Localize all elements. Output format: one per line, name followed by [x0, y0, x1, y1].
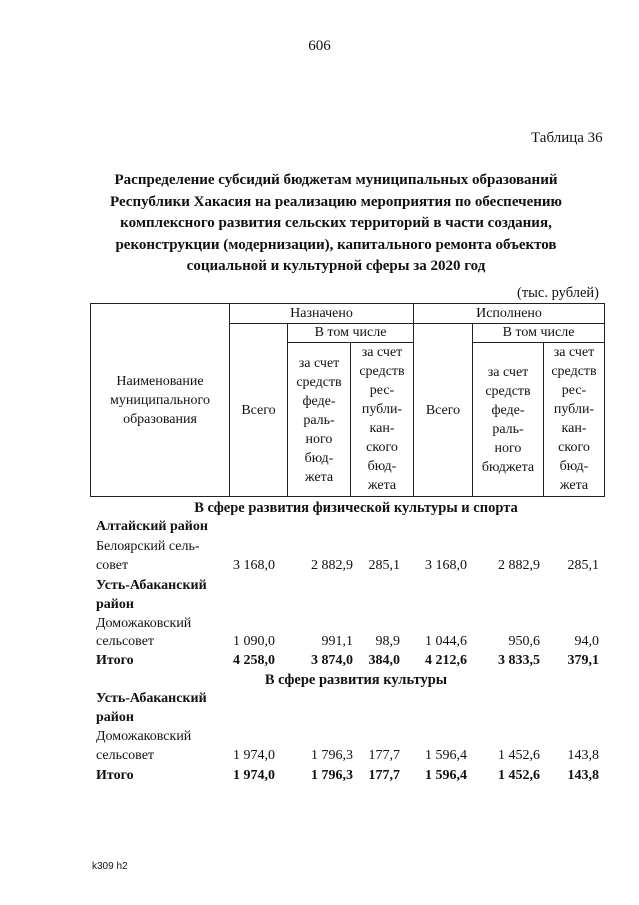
header-text: бюд-	[304, 451, 334, 466]
value-federal-executed: 3 833,5	[498, 653, 540, 668]
municipality-name: сельсовет	[96, 634, 155, 649]
municipality-row	[96, 537, 616, 557]
header-including-executed: В том числе	[502, 325, 575, 340]
header-text: бюд-	[559, 459, 589, 474]
header-text: за счет	[487, 365, 529, 380]
header-col-sep	[413, 303, 414, 497]
header-text: раль-	[492, 422, 524, 437]
district-name: Алтайский район	[96, 519, 208, 534]
value-federal-assigned: 991,1	[321, 634, 353, 649]
header-text: феде-	[302, 394, 336, 409]
header-border-bottom	[90, 496, 605, 497]
value-republic-executed: 285,1	[567, 558, 599, 573]
total-row	[96, 651, 616, 671]
table-label: Таблица 36	[531, 130, 603, 146]
title-line: социальной и культурной сферы за 2020 год	[186, 258, 486, 274]
header-text: рес-	[561, 383, 587, 398]
value-total-executed: 1 596,4	[425, 748, 467, 763]
district-row	[96, 517, 616, 537]
header-text: раль-	[303, 413, 335, 428]
section-heading: В сфере развития физической культуры и спорта	[194, 500, 518, 516]
value-federal-executed: 1 452,6	[498, 768, 540, 783]
header-text: за счет	[553, 345, 595, 360]
district-row	[96, 708, 616, 728]
municipality-name: Белоярский сель-	[96, 539, 200, 554]
table-row	[96, 632, 616, 652]
header-text: средств	[296, 375, 342, 390]
municipality-name: Доможаковский	[96, 729, 192, 744]
header-text: ного	[494, 441, 522, 456]
value-republic-assigned: 98,9	[375, 634, 400, 649]
header-col-sep	[229, 303, 230, 497]
header-assigned: Назначено	[290, 306, 353, 321]
municipality-name: Доможаковский	[96, 616, 192, 631]
header-border-right	[604, 303, 605, 497]
district-row	[96, 595, 616, 615]
header-text: ского	[366, 440, 398, 455]
header-text: образования	[123, 412, 197, 427]
value-republic-executed: 143,8	[567, 748, 599, 763]
value-federal-assigned: 1 796,3	[311, 748, 353, 763]
header-total-assigned: Всего	[241, 403, 276, 418]
header-text: жета	[559, 478, 589, 493]
district-name: Усть-Абаканский	[96, 691, 207, 706]
header-text: публи-	[361, 402, 403, 417]
header-name-column	[91, 372, 229, 429]
title-line: Республики Хакасия на реализацию мероприятия по обеспечению	[110, 193, 562, 210]
value-federal-executed: 2 882,9	[498, 558, 540, 573]
value-republic-executed: 94,0	[574, 634, 599, 649]
value-total-executed: 1 044,6	[425, 634, 467, 649]
value-total-assigned: 1 974,0	[233, 768, 275, 783]
header-federal-executed	[473, 363, 543, 477]
value-republic-assigned: 177,7	[368, 748, 400, 763]
municipality-row	[96, 614, 616, 634]
value-total-assigned: 3 168,0	[233, 558, 275, 573]
total-row	[96, 766, 616, 786]
header-text: бюд-	[367, 459, 397, 474]
total-label: Итого	[96, 768, 134, 783]
header-text: муниципального	[110, 393, 210, 408]
district-row	[96, 689, 616, 709]
municipality-row	[96, 727, 616, 747]
header-text: за счет	[298, 356, 340, 371]
value-total-assigned: 1 974,0	[233, 748, 275, 763]
district-name: Усть-Абаканский	[96, 578, 207, 593]
header-republic-assigned	[351, 343, 413, 495]
value-federal-executed: 1 452,6	[498, 748, 540, 763]
value-total-assigned: 4 258,0	[233, 653, 275, 668]
page-number: 606	[308, 38, 331, 54]
header-republic-executed	[544, 343, 604, 495]
value-total-executed: 3 168,0	[425, 558, 467, 573]
value-federal-assigned: 3 874,0	[311, 653, 353, 668]
header-text: публи-	[553, 402, 595, 417]
footer-code: k309 h2	[92, 861, 128, 872]
document-title	[96, 170, 576, 278]
section-heading: В сфере развития культуры	[264, 672, 448, 688]
table-row	[96, 556, 616, 576]
header-text: кан-	[561, 421, 587, 436]
header-text: Наименование	[116, 374, 204, 389]
header-text: средств	[359, 364, 405, 379]
value-total-assigned: 1 090,0	[233, 634, 275, 649]
header-text: бюджета	[481, 460, 535, 475]
title-line: реконструкции (модернизации), капитального ремонта объектов	[115, 236, 557, 253]
title-line: комплексного развития сельских территорий в части создания,	[120, 215, 552, 231]
value-federal-assigned: 1 796,3	[311, 768, 353, 783]
title-line: Распределение субсидий бюджетам муниципальных образований	[114, 172, 558, 188]
value-republic-executed: 379,1	[567, 653, 599, 668]
header-federal-assigned	[288, 354, 350, 487]
header-text: феде-	[491, 403, 525, 418]
value-republic-assigned: 177,7	[368, 768, 400, 783]
district-name: район	[96, 597, 134, 612]
header-including-assigned: В том числе	[314, 325, 387, 340]
value-federal-executed: 950,6	[508, 634, 540, 649]
header-text: рес-	[369, 383, 395, 398]
municipality-name: сельсовет	[96, 748, 155, 763]
value-republic-assigned: 285,1	[368, 558, 400, 573]
header-text: средств	[485, 384, 531, 399]
value-federal-assigned: 2 882,9	[311, 558, 353, 573]
header-text: жета	[367, 478, 397, 493]
header-text: средств	[551, 364, 597, 379]
total-label: Итого	[96, 653, 134, 668]
header-total-executed: Всего	[425, 403, 461, 418]
header-text: кан-	[369, 421, 395, 436]
value-total-executed: 4 212,6	[425, 653, 467, 668]
units-note: (тыс. рублей)	[517, 285, 599, 301]
municipality-name: совет	[96, 558, 129, 573]
header-text: жета	[304, 470, 334, 485]
table-row	[96, 746, 616, 766]
header-text: ного	[305, 432, 333, 447]
header-executed: Исполнено	[476, 306, 542, 321]
value-total-executed: 1 596,4	[425, 768, 467, 783]
value-republic-assigned: 384,0	[368, 653, 400, 668]
district-row	[96, 576, 616, 596]
value-republic-executed: 143,8	[567, 768, 599, 783]
district-name: район	[96, 710, 134, 725]
header-text: за счет	[361, 345, 403, 360]
header-text: ского	[558, 440, 590, 455]
